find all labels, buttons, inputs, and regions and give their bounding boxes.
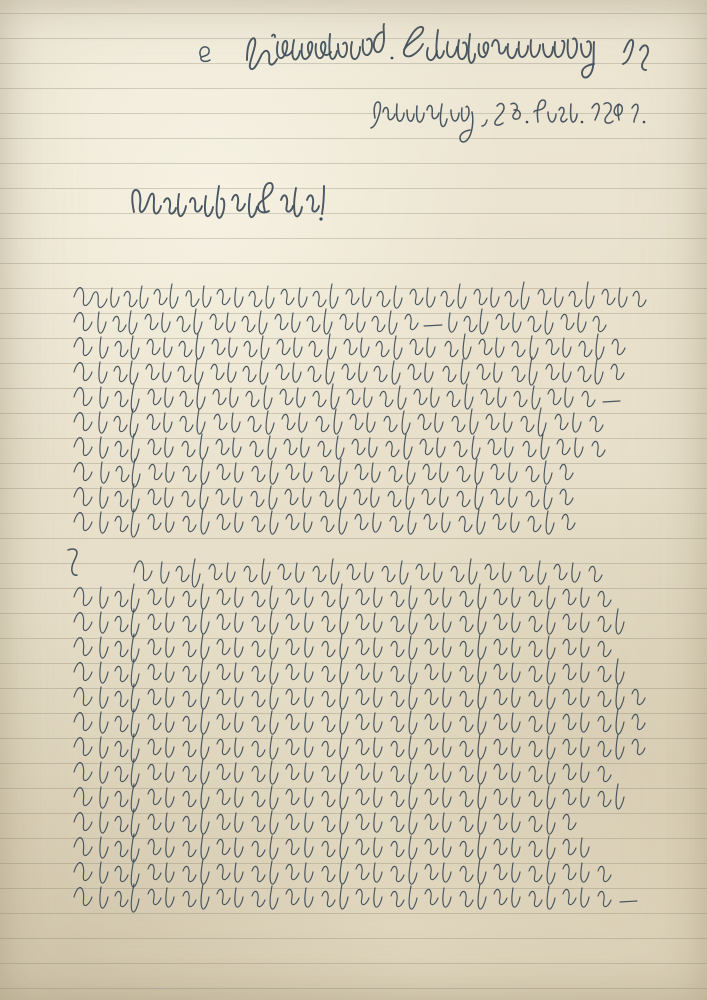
body-paragraph-1: [74, 282, 646, 537]
place-date-line: [371, 100, 645, 142]
margin-marks: [68, 549, 77, 575]
salutation-line: [132, 183, 324, 221]
top-note-line: [200, 24, 648, 78]
body-paragraph-2: [74, 559, 645, 912]
